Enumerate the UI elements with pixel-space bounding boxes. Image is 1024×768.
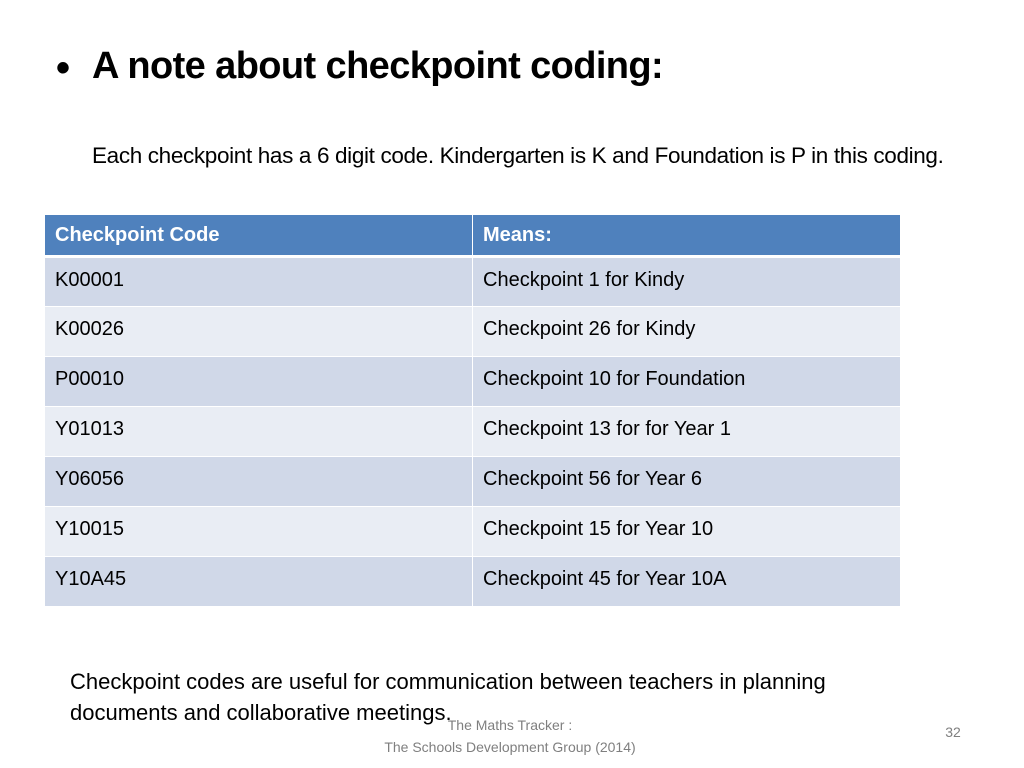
meaning-cell: Checkpoint 1 for Kindy	[473, 257, 901, 307]
table-row	[45, 357, 901, 407]
table-header-row	[45, 215, 901, 257]
code-cell: K00001	[45, 257, 473, 307]
code-cell: Y10015	[45, 507, 473, 557]
note-text: Checkpoint codes are useful for communication between teachers in planning documents and collaborative meetings.	[70, 669, 826, 725]
footer-line-1: The Maths Tracker :	[447, 717, 573, 733]
footer-line-2: The Schools Development Group (2014)	[384, 739, 636, 755]
code-cell: K00026	[45, 307, 473, 357]
code-cell: Y01013	[45, 407, 473, 457]
checkpoint-code-table	[44, 214, 901, 607]
bullet-marker: •	[56, 46, 71, 90]
code-cell: Y06056	[45, 457, 473, 507]
code-cell: Y10A45	[45, 557, 473, 607]
table-row	[45, 507, 901, 557]
code-cell: P00010	[45, 357, 473, 407]
table-row	[45, 257, 901, 307]
table-row	[45, 557, 901, 607]
intro-text: Each checkpoint has a 6 digit code. Kindergarten is K and Foundation is P in this coding.	[92, 143, 944, 168]
meaning-cell: Checkpoint 56 for Year 6	[473, 457, 901, 507]
page-number: 32	[945, 724, 961, 740]
header-checkpoint-code: Checkpoint Code	[45, 215, 473, 257]
table-row	[45, 307, 901, 357]
meaning-cell: Checkpoint 15 for Year 10	[473, 507, 901, 557]
table-row	[45, 457, 901, 507]
slide-title: A note about checkpoint coding:	[92, 45, 664, 87]
meaning-cell: Checkpoint 10 for Foundation	[473, 357, 901, 407]
meaning-cell: Checkpoint 26 for Kindy	[473, 307, 901, 357]
header-means: Means:	[473, 215, 901, 257]
meaning-cell: Checkpoint 13 for for Year 1	[473, 407, 901, 457]
table-row	[45, 407, 901, 457]
meaning-cell: Checkpoint 45 for Year 10A	[473, 557, 901, 607]
